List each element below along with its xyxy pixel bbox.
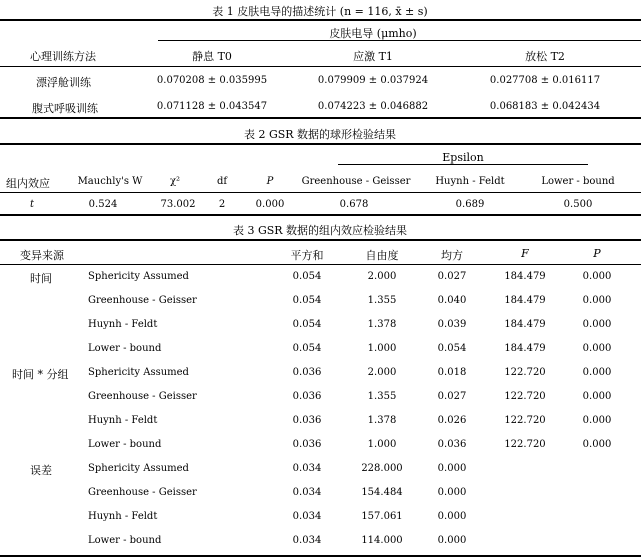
- table3-cell-ss: 0.034: [292, 463, 322, 474]
- table2-header-chi2: χ²: [169, 176, 181, 187]
- table3-cell-f: 122.720: [504, 415, 546, 426]
- table3-cell-df: 2.000: [367, 271, 397, 282]
- table2-bottom-rule: [0, 214, 641, 216]
- table3-cell-df: 1.378: [367, 319, 397, 330]
- table3-cell-f: 122.720: [504, 367, 546, 378]
- table3-header-source: 变异来源: [20, 249, 64, 262]
- table1-header-rule: [0, 66, 641, 67]
- table2-header-rule: [0, 192, 641, 193]
- table3-cell-correction: Huynh - Feldt: [88, 319, 158, 330]
- table3-group-label: 时间: [30, 272, 52, 285]
- table2-row-chi2: 73.002: [160, 199, 196, 210]
- table3-cell-df: 1.355: [367, 295, 397, 306]
- table2-header-hf: Huynh - Feldt: [435, 176, 505, 187]
- table2-row-gg: 0.678: [339, 199, 369, 210]
- table3-cell-ss: 0.054: [292, 295, 322, 306]
- table3-cell-correction: Huynh - Feldt: [88, 415, 158, 426]
- table3-cell-p: 0.000: [582, 295, 612, 306]
- table3-cell-correction: Greenhouse - Geisser: [88, 295, 197, 306]
- table1-top-rule: [0, 19, 641, 21]
- table3-cell-correction: Lower - bound: [88, 343, 162, 354]
- table2-caption: 表 2 GSR 数据的球形检验结果: [243, 128, 397, 141]
- table1-bottom-rule: [0, 117, 641, 119]
- table3-cell-f: 122.720: [504, 439, 546, 450]
- table3-cell-ss: 0.054: [292, 343, 322, 354]
- table1-method-header: 心理训练方法: [30, 50, 96, 63]
- table3-cell-correction: Sphericity Assumed: [88, 463, 189, 474]
- table1-row2-t1: 0.074223 ± 0.046882: [317, 101, 429, 112]
- table2-header-df: df: [216, 176, 228, 187]
- table3-cell-correction: Huynh - Feldt: [88, 511, 158, 522]
- table3-cell-correction: Lower - bound: [88, 439, 162, 450]
- table3-header-ss: 平方和: [290, 249, 324, 262]
- table3-cell-p: 0.000: [582, 415, 612, 426]
- table3-cell-df: 1.000: [367, 343, 397, 354]
- table2-row-df: 2: [218, 199, 226, 210]
- table3-header-f: F: [521, 247, 529, 260]
- table3-group-label: 时间 * 分组: [12, 368, 69, 381]
- table2-span-rule: [338, 164, 588, 165]
- table3-cell-ms: 0.000: [437, 463, 467, 474]
- table3-cell-correction: Greenhouse - Geisser: [88, 487, 197, 498]
- table3-cell-ss: 0.034: [292, 511, 322, 522]
- table3-cell-f: 184.479: [504, 343, 546, 354]
- table1-col-t1: 应激 T1: [353, 50, 393, 63]
- table3-cell-p: 0.000: [582, 367, 612, 378]
- table3-cell-correction: Greenhouse - Geisser: [88, 391, 197, 402]
- table3-group-label: 误差: [30, 464, 52, 477]
- table3-cell-ms: 0.040: [437, 295, 467, 306]
- table3-cell-ms: 0.000: [437, 487, 467, 498]
- table3-cell-ss: 0.054: [292, 319, 322, 330]
- table1-row2-t0: 0.071128 ± 0.043547: [156, 101, 268, 112]
- table2-top-rule: [0, 143, 641, 145]
- table3-cell-ms: 0.000: [437, 511, 467, 522]
- table2-header-gg: Greenhouse - Geisser: [301, 176, 411, 187]
- table3-cell-df: 228.000: [361, 463, 403, 474]
- table3-header-rule: [0, 264, 641, 265]
- table1-row2-label: 腹式呼吸训练: [32, 102, 98, 115]
- table1-row1-t0: 0.070208 ± 0.035995: [156, 75, 268, 86]
- table1-row1-label: 漂浮舱训练: [36, 76, 91, 89]
- table3-cell-ms: 0.018: [437, 367, 467, 378]
- table2-row-lb: 0.500: [563, 199, 593, 210]
- table3-cell-p: 0.000: [582, 391, 612, 402]
- table2-row-p: 0.000: [255, 199, 285, 210]
- table3-cell-correction: Sphericity Assumed: [88, 271, 189, 282]
- table3-cell-ss: 0.036: [292, 391, 322, 402]
- table3-cell-ms: 0.036: [437, 439, 467, 450]
- table1-caption: 表 1 皮肤电导的描述统计 (n = 116, x̄ ± s): [212, 5, 428, 18]
- table3-header-ms: 均方: [441, 249, 463, 262]
- table3-header-p: P: [593, 247, 601, 260]
- table1-span-rule: [158, 40, 641, 41]
- table1-row1-t1: 0.079909 ± 0.037924: [317, 75, 429, 86]
- table3-cell-f: 122.720: [504, 391, 546, 402]
- table2-header-lb: Lower - bound: [541, 176, 615, 187]
- table3-cell-ms: 0.026: [437, 415, 467, 426]
- table3-cell-ss: 0.034: [292, 487, 322, 498]
- table3-cell-correction: Lower - bound: [88, 535, 162, 546]
- table3-cell-f: 184.479: [504, 271, 546, 282]
- table1-row1-t2: 0.027708 ± 0.016117: [489, 75, 601, 86]
- table3-cell-p: 0.000: [582, 439, 612, 450]
- table3-cell-p: 0.000: [582, 271, 612, 282]
- table3-cell-df: 114.000: [361, 535, 403, 546]
- table1-col-t2: 放松 T2: [525, 50, 565, 63]
- table3-cell-ss: 0.036: [292, 439, 322, 450]
- table3-cell-ss: 0.036: [292, 415, 322, 426]
- table2-span-header: Epsilon: [442, 151, 484, 164]
- table3-cell-ss: 0.054: [292, 271, 322, 282]
- table3-cell-df: 2.000: [367, 367, 397, 378]
- table3-cell-ss: 0.034: [292, 535, 322, 546]
- table1-col-t0: 静息 T0: [192, 50, 232, 63]
- table3-cell-df: 157.061: [361, 511, 403, 522]
- table2-row-hf: 0.689: [455, 199, 485, 210]
- table3-cell-f: 184.479: [504, 319, 546, 330]
- table2-header-mauchly: Mauchly's W: [77, 176, 143, 187]
- table3-cell-df: 1.000: [367, 439, 397, 450]
- table2-row-effect: t: [30, 199, 35, 210]
- table3-cell-correction: Sphericity Assumed: [88, 367, 189, 378]
- table3-cell-p: 0.000: [582, 319, 612, 330]
- table3-cell-ms: 0.027: [437, 391, 467, 402]
- table2-header-p: P: [266, 176, 274, 187]
- table3-cell-ms: 0.054: [437, 343, 467, 354]
- table1-row2-t2: 0.068183 ± 0.042434: [489, 101, 601, 112]
- table1-span-header: 皮肤电导 (μmho): [329, 27, 417, 40]
- table3-cell-ms: 0.027: [437, 271, 467, 282]
- table3-cell-ms: 0.000: [437, 535, 467, 546]
- table2-row-mauchly: 0.524: [88, 199, 118, 210]
- table3-cell-df: 1.355: [367, 391, 397, 402]
- table2-header-effect: 组内效应: [6, 177, 50, 190]
- table3-bottom-rule: [0, 555, 641, 557]
- table3-header-df: 自由度: [365, 249, 399, 262]
- table3-top-rule: [0, 239, 641, 241]
- table3-caption: 表 3 GSR 数据的组内效应检验结果: [232, 224, 408, 237]
- table3-cell-ss: 0.036: [292, 367, 322, 378]
- table3-cell-df: 1.378: [367, 415, 397, 426]
- table3-cell-df: 154.484: [361, 487, 403, 498]
- table3-cell-p: 0.000: [582, 343, 612, 354]
- table3-cell-ms: 0.039: [437, 319, 467, 330]
- table3-cell-f: 184.479: [504, 295, 546, 306]
